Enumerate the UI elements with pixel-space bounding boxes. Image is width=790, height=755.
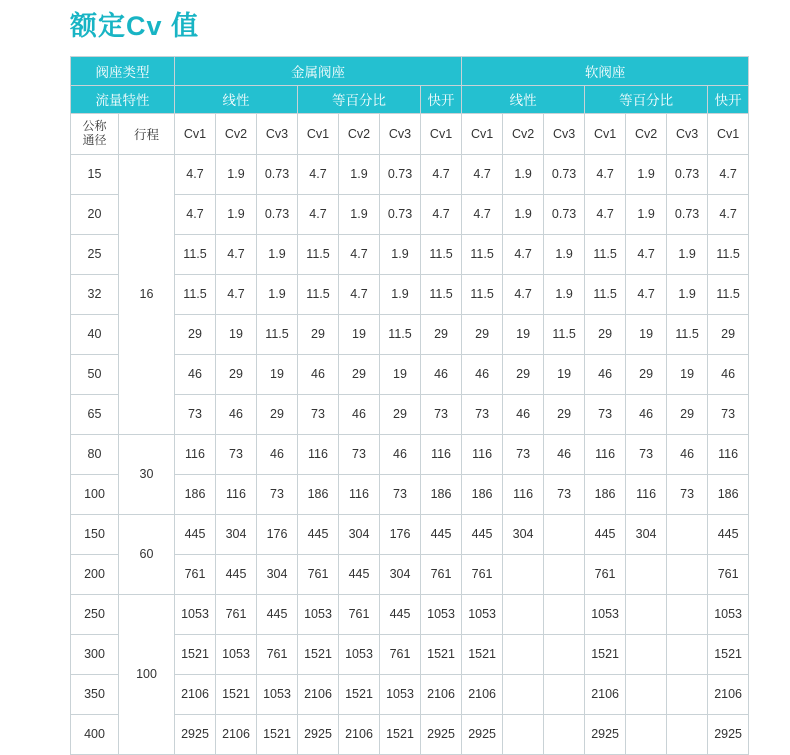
- cell-cv-value: 4.7: [462, 194, 503, 234]
- cell-cv-value: 1053: [380, 674, 421, 714]
- cell-cv-value: 116: [175, 434, 216, 474]
- cell-cv-value: 1.9: [667, 274, 708, 314]
- cell-cv-value: 445: [421, 514, 462, 554]
- cell-cv-value: 19: [257, 354, 298, 394]
- cell-cv-value: 1053: [585, 594, 626, 634]
- cell-cv-value: 2106: [339, 714, 380, 754]
- cell-cv-value: 304: [626, 514, 667, 554]
- cell-cv-value: 1.9: [339, 194, 380, 234]
- cell-cv-value: 1521: [462, 634, 503, 674]
- cell-cv-value: 176: [380, 514, 421, 554]
- cell-cv-value: 4.7: [216, 274, 257, 314]
- cell-cv-value: 1521: [216, 674, 257, 714]
- cell-cv-value: 0.73: [544, 154, 585, 194]
- header-flow-characteristic-label: 流量特性: [71, 85, 175, 113]
- cell-cv-value: 19: [216, 314, 257, 354]
- cell-nominal-diameter: 400: [71, 714, 119, 754]
- cell-nominal-diameter: 200: [71, 554, 119, 594]
- cell-cv-value: 761: [175, 554, 216, 594]
- cell-cv-value: 19: [503, 314, 544, 354]
- cell-cv-value: 29: [503, 354, 544, 394]
- cell-nominal-diameter: 80: [71, 434, 119, 474]
- cell-cv-value: 2925: [175, 714, 216, 754]
- cell-cv-value: 46: [667, 434, 708, 474]
- cell-cv-value: 73: [216, 434, 257, 474]
- cell-cv-value: 186: [175, 474, 216, 514]
- cell-cv-value: [503, 674, 544, 714]
- cell-cv-value: 1.9: [626, 154, 667, 194]
- cell-cv-value: 4.7: [585, 154, 626, 194]
- cell-cv-value: 1521: [257, 714, 298, 754]
- header-metal-eqpct-cv1: Cv1: [298, 113, 339, 154]
- cell-cv-value: 304: [503, 514, 544, 554]
- cell-cv-value: 445: [380, 594, 421, 634]
- cell-cv-value: 46: [585, 354, 626, 394]
- table-row: [71, 154, 749, 194]
- cell-cv-value: 445: [708, 514, 749, 554]
- cell-cv-value: 73: [298, 394, 339, 434]
- cell-cv-value: 1053: [175, 594, 216, 634]
- cell-cv-value: 116: [216, 474, 257, 514]
- header-row-flow-characteristic: [71, 85, 749, 113]
- cell-cv-value: 4.7: [339, 234, 380, 274]
- cell-cv-value: 29: [462, 314, 503, 354]
- cell-cv-value: 4.7: [298, 154, 339, 194]
- cell-cv-value: 11.5: [585, 234, 626, 274]
- cell-cv-value: 116: [462, 434, 503, 474]
- cell-cv-value: 2106: [462, 674, 503, 714]
- header-metal-seat: 金属阀座: [175, 56, 462, 85]
- cell-nominal-diameter: 32: [71, 274, 119, 314]
- cell-cv-value: 1053: [339, 634, 380, 674]
- cell-cv-value: 11.5: [462, 274, 503, 314]
- cell-cv-value: 46: [708, 354, 749, 394]
- cell-cv-value: 116: [503, 474, 544, 514]
- cell-nominal-diameter: 350: [71, 674, 119, 714]
- cell-cv-value: 304: [257, 554, 298, 594]
- cell-cv-value: 0.73: [667, 154, 708, 194]
- cell-cv-value: 0.73: [257, 154, 298, 194]
- cell-cv-value: 4.7: [339, 274, 380, 314]
- header-metal-quick-open: 快开: [421, 85, 462, 113]
- cell-cv-value: 19: [667, 354, 708, 394]
- cell-cv-value: 73: [667, 474, 708, 514]
- cell-cv-value: 2106: [175, 674, 216, 714]
- cell-cv-value: 46: [175, 354, 216, 394]
- header-metal-linear-cv2: Cv2: [216, 113, 257, 154]
- cell-cv-value: 761: [216, 594, 257, 634]
- cell-cv-value: [503, 554, 544, 594]
- cell-cv-value: 304: [339, 514, 380, 554]
- cell-cv-value: 73: [175, 394, 216, 434]
- cell-cv-value: 46: [339, 394, 380, 434]
- table-row: [71, 514, 749, 554]
- cell-cv-value: 1521: [298, 634, 339, 674]
- cell-cv-value: 11.5: [421, 234, 462, 274]
- cell-cv-value: 0.73: [257, 194, 298, 234]
- header-soft-eqpct-cv2: Cv2: [626, 113, 667, 154]
- cell-cv-value: 29: [175, 314, 216, 354]
- cell-cv-value: 46: [462, 354, 503, 394]
- cell-cv-value: 1521: [380, 714, 421, 754]
- cell-cv-value: 1521: [175, 634, 216, 674]
- cell-cv-value: 1.9: [544, 274, 585, 314]
- cell-cv-value: 11.5: [380, 314, 421, 354]
- cell-cv-value: 11.5: [421, 274, 462, 314]
- header-metal-linear-cv3: Cv3: [257, 113, 298, 154]
- header-row-columns: [71, 113, 749, 154]
- cell-cv-value: 4.7: [421, 194, 462, 234]
- cell-cv-value: [503, 714, 544, 754]
- cell-cv-value: [667, 594, 708, 634]
- cell-cv-value: 186: [462, 474, 503, 514]
- cell-cv-value: 11.5: [175, 234, 216, 274]
- cell-cv-value: 1.9: [503, 194, 544, 234]
- cell-cv-value: 116: [626, 474, 667, 514]
- cell-cv-value: 116: [708, 434, 749, 474]
- header-soft-linear-cv3: Cv3: [544, 113, 585, 154]
- cell-cv-value: [667, 634, 708, 674]
- cell-cv-value: [626, 714, 667, 754]
- cell-nominal-diameter: 65: [71, 394, 119, 434]
- cell-cv-value: 0.73: [667, 194, 708, 234]
- header-soft-linear-cv1: Cv1: [462, 113, 503, 154]
- cell-cv-value: 1053: [462, 594, 503, 634]
- cell-cv-value: 4.7: [708, 154, 749, 194]
- cell-cv-value: 4.7: [216, 234, 257, 274]
- header-soft-linear: 线性: [462, 85, 585, 113]
- cell-cv-value: 29: [298, 314, 339, 354]
- cell-cv-value: [667, 514, 708, 554]
- header-soft-linear-cv2: Cv2: [503, 113, 544, 154]
- cell-cv-value: [626, 674, 667, 714]
- cell-cv-value: 4.7: [175, 194, 216, 234]
- cell-cv-value: 4.7: [585, 194, 626, 234]
- cell-cv-value: 445: [257, 594, 298, 634]
- cell-cv-value: 0.73: [380, 194, 421, 234]
- cell-cv-value: 4.7: [503, 274, 544, 314]
- cell-cv-value: 116: [339, 474, 380, 514]
- cell-cv-value: 186: [298, 474, 339, 514]
- cell-cv-value: [503, 594, 544, 634]
- cell-cv-value: 1053: [298, 594, 339, 634]
- header-soft-quickopen-cv1: Cv1: [708, 113, 749, 154]
- cell-cv-value: 4.7: [298, 194, 339, 234]
- cell-cv-value: 1.9: [257, 274, 298, 314]
- cell-cv-value: 46: [544, 434, 585, 474]
- cell-stroke: 30: [119, 434, 175, 514]
- cell-cv-value: 1053: [421, 594, 462, 634]
- cell-cv-value: 73: [708, 394, 749, 434]
- cell-cv-value: 445: [339, 554, 380, 594]
- cell-cv-value: 761: [421, 554, 462, 594]
- cell-nominal-diameter: 100: [71, 474, 119, 514]
- cell-cv-value: [544, 514, 585, 554]
- cell-cv-value: 2106: [298, 674, 339, 714]
- cell-cv-value: [667, 714, 708, 754]
- cell-cv-value: 0.73: [544, 194, 585, 234]
- cell-cv-value: 11.5: [708, 274, 749, 314]
- cell-cv-value: 761: [298, 554, 339, 594]
- cell-cv-value: 186: [421, 474, 462, 514]
- cell-cv-value: 1521: [708, 634, 749, 674]
- cell-cv-value: 1053: [708, 594, 749, 634]
- cell-cv-value: 2925: [708, 714, 749, 754]
- cell-cv-value: 29: [257, 394, 298, 434]
- cell-cv-value: 11.5: [175, 274, 216, 314]
- cell-cv-value: 4.7: [462, 154, 503, 194]
- cell-cv-value: 445: [298, 514, 339, 554]
- header-nominal-diameter: [71, 113, 119, 154]
- cell-cv-value: 186: [585, 474, 626, 514]
- table-row: [71, 594, 749, 634]
- cell-cv-value: [503, 634, 544, 674]
- table-head: [71, 56, 749, 154]
- header-soft-eqpct-cv1: Cv1: [585, 113, 626, 154]
- cell-nominal-diameter: 300: [71, 634, 119, 674]
- header-soft-quick-open: 快开: [708, 85, 749, 113]
- cell-cv-value: 2925: [421, 714, 462, 754]
- cell-stroke: 60: [119, 514, 175, 594]
- cell-cv-value: 19: [339, 314, 380, 354]
- cell-cv-value: 304: [380, 554, 421, 594]
- cell-cv-value: 1521: [585, 634, 626, 674]
- cell-cv-value: 29: [708, 314, 749, 354]
- cell-cv-value: 11.5: [257, 314, 298, 354]
- cell-cv-value: 445: [175, 514, 216, 554]
- table-body: [71, 154, 749, 754]
- cell-cv-value: 46: [257, 434, 298, 474]
- cell-cv-value: [626, 594, 667, 634]
- cell-cv-value: 2106: [708, 674, 749, 714]
- header-seat-type-label: 阀座类型: [71, 56, 175, 85]
- header-metal-quickopen-cv1: Cv1: [421, 113, 462, 154]
- header-row-seat-type: [71, 56, 749, 85]
- header-stroke: 行程: [119, 113, 175, 154]
- cell-cv-value: 46: [626, 394, 667, 434]
- cell-cv-value: 1.9: [380, 274, 421, 314]
- cell-cv-value: 761: [585, 554, 626, 594]
- cell-cv-value: 73: [503, 434, 544, 474]
- cell-nominal-diameter: 15: [71, 154, 119, 194]
- cell-cv-value: 11.5: [667, 314, 708, 354]
- header-soft-eqpct-cv3: Cv3: [667, 113, 708, 154]
- cell-cv-value: [544, 714, 585, 754]
- cell-cv-value: 116: [421, 434, 462, 474]
- cell-cv-value: 1.9: [503, 154, 544, 194]
- cell-cv-value: 19: [544, 354, 585, 394]
- page-title: 额定Cv 值: [70, 11, 200, 41]
- cell-cv-value: [544, 594, 585, 634]
- cell-cv-value: 761: [257, 634, 298, 674]
- cell-cv-value: 761: [462, 554, 503, 594]
- cell-cv-value: 116: [298, 434, 339, 474]
- cell-cv-value: 19: [380, 354, 421, 394]
- cell-cv-value: 4.7: [175, 154, 216, 194]
- cell-cv-value: 11.5: [462, 234, 503, 274]
- header-metal-equal-percentage: 等百分比: [298, 85, 421, 113]
- cell-cv-value: 1053: [216, 634, 257, 674]
- cell-nominal-diameter: 20: [71, 194, 119, 234]
- cell-cv-value: 2106: [216, 714, 257, 754]
- cell-cv-value: 29: [216, 354, 257, 394]
- cell-cv-value: [626, 634, 667, 674]
- cell-stroke: 16: [119, 154, 175, 434]
- cell-nominal-diameter: 150: [71, 514, 119, 554]
- cell-cv-value: 4.7: [708, 194, 749, 234]
- cell-cv-value: 1.9: [216, 154, 257, 194]
- cell-cv-value: 1.9: [544, 234, 585, 274]
- cell-cv-value: 29: [626, 354, 667, 394]
- cell-cv-value: 304: [216, 514, 257, 554]
- cell-cv-value: 46: [298, 354, 339, 394]
- cell-cv-value: 29: [421, 314, 462, 354]
- cell-nominal-diameter: 25: [71, 234, 119, 274]
- header-metal-linear: 线性: [175, 85, 298, 113]
- cell-cv-value: 1.9: [257, 234, 298, 274]
- header-metal-eqpct-cv3: Cv3: [380, 113, 421, 154]
- cell-cv-value: 1521: [339, 674, 380, 714]
- cell-cv-value: [667, 554, 708, 594]
- cell-cv-value: 186: [708, 474, 749, 514]
- cell-cv-value: 4.7: [626, 234, 667, 274]
- cell-cv-value: 2106: [585, 674, 626, 714]
- cell-cv-value: 761: [339, 594, 380, 634]
- cell-cv-value: 29: [544, 394, 585, 434]
- header-soft-equal-percentage: 等百分比: [585, 85, 708, 113]
- cell-cv-value: 761: [708, 554, 749, 594]
- cell-cv-value: 445: [462, 514, 503, 554]
- cell-cv-value: 46: [216, 394, 257, 434]
- cell-cv-value: [667, 674, 708, 714]
- cell-cv-value: 29: [339, 354, 380, 394]
- cell-cv-value: 2925: [462, 714, 503, 754]
- cell-cv-value: 46: [380, 434, 421, 474]
- cell-cv-value: 0.73: [380, 154, 421, 194]
- cell-cv-value: 11.5: [298, 234, 339, 274]
- cell-cv-value: [544, 554, 585, 594]
- cell-cv-value: 4.7: [421, 154, 462, 194]
- cell-cv-value: 445: [585, 514, 626, 554]
- cell-nominal-diameter: 50: [71, 354, 119, 394]
- cell-cv-value: 445: [216, 554, 257, 594]
- cell-cv-value: 73: [380, 474, 421, 514]
- header-metal-linear-cv1: Cv1: [175, 113, 216, 154]
- cell-cv-value: 19: [626, 314, 667, 354]
- cell-cv-value: 176: [257, 514, 298, 554]
- cell-cv-value: 2106: [421, 674, 462, 714]
- cell-cv-value: 1.9: [626, 194, 667, 234]
- cell-cv-value: 46: [421, 354, 462, 394]
- header-soft-seat: 软阀座: [462, 56, 749, 85]
- cell-cv-value: 29: [380, 394, 421, 434]
- cell-cv-value: 1521: [421, 634, 462, 674]
- cell-cv-value: 73: [257, 474, 298, 514]
- cell-cv-value: 73: [544, 474, 585, 514]
- cell-cv-value: 1.9: [380, 234, 421, 274]
- cell-cv-value: 116: [585, 434, 626, 474]
- cell-cv-value: [626, 554, 667, 594]
- cell-cv-value: [544, 674, 585, 714]
- cell-cv-value: 73: [462, 394, 503, 434]
- cell-cv-value: 73: [421, 394, 462, 434]
- cell-cv-value: 4.7: [626, 274, 667, 314]
- cell-cv-value: 2925: [298, 714, 339, 754]
- cell-cv-value: 1.9: [216, 194, 257, 234]
- cell-cv-value: 29: [585, 314, 626, 354]
- cv-rating-table: [70, 56, 749, 755]
- header-nominal-diameter-line1: 公称: [82, 119, 107, 133]
- cell-cv-value: 2925: [585, 714, 626, 754]
- header-metal-eqpct-cv2: Cv2: [339, 113, 380, 154]
- cell-cv-value: 73: [626, 434, 667, 474]
- cell-cv-value: 4.7: [503, 234, 544, 274]
- cell-cv-value: 29: [667, 394, 708, 434]
- cell-cv-value: 11.5: [708, 234, 749, 274]
- cell-nominal-diameter: 250: [71, 594, 119, 634]
- header-nominal-diameter-line2: 通径: [82, 132, 107, 147]
- cell-cv-value: 761: [380, 634, 421, 674]
- cell-stroke: 100: [119, 594, 175, 754]
- cell-cv-value: 73: [585, 394, 626, 434]
- cell-nominal-diameter: 40: [71, 314, 119, 354]
- cell-cv-value: 1053: [257, 674, 298, 714]
- cell-cv-value: [544, 634, 585, 674]
- cell-cv-value: 46: [503, 394, 544, 434]
- cell-cv-value: 1.9: [339, 154, 380, 194]
- cell-cv-value: 11.5: [544, 314, 585, 354]
- cell-cv-value: 73: [339, 434, 380, 474]
- cell-cv-value: 11.5: [298, 274, 339, 314]
- cell-cv-value: 11.5: [585, 274, 626, 314]
- table-row: [71, 434, 749, 474]
- cell-cv-value: 1.9: [667, 234, 708, 274]
